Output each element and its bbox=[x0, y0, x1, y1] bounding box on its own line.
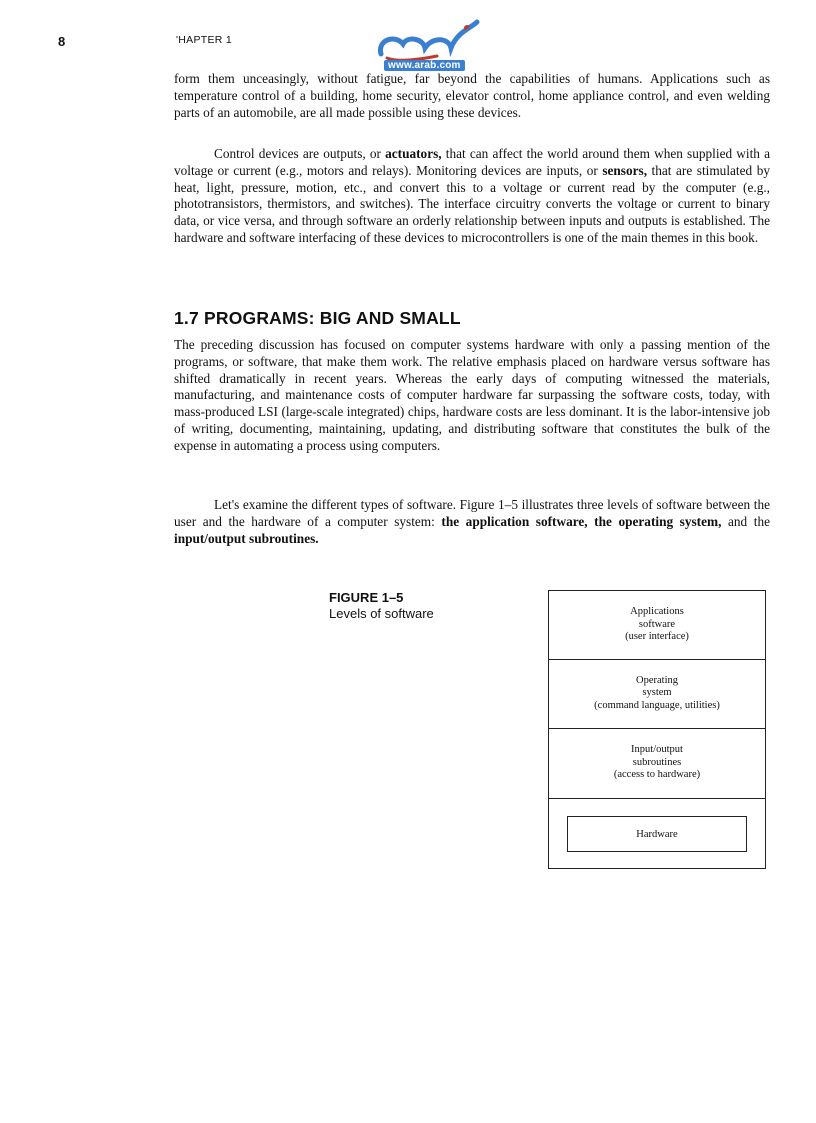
p2-text-c: that can affect the world around them when supplied with a voltage or current (e.g., motors and relays). Monitoring devices are inputs, or bbox=[174, 146, 770, 178]
layer-subtitle: software bbox=[638, 618, 676, 630]
layer-title: Applications bbox=[630, 606, 684, 618]
layer-io-subroutines bbox=[549, 728, 765, 799]
paragraph-1: form them unceasingly, without fatigue, far beyond the capabilities of humans. Applications such as temperature control of a building, home security, elevator control, home appliance control, and even welding parts of an automobile, are all made possible using these devices. bbox=[174, 71, 770, 120]
p4-text-a: Let's examine the different types of software. Figure 1–5 illustrates three levels of software between the user and the hardware of a computer system: bbox=[174, 497, 770, 529]
layer-title: Input/output bbox=[631, 744, 683, 756]
section-heading: 1.7 PROGRAMS: BIG AND SMALL bbox=[174, 308, 461, 328]
layer-note: (user interface) bbox=[625, 631, 689, 643]
term-io-subroutines: input/output subroutines. bbox=[174, 530, 319, 546]
p4-text-c: and the bbox=[721, 513, 770, 529]
figure-caption: Levels of software bbox=[329, 606, 434, 621]
layer-hardware bbox=[549, 798, 765, 868]
watermark-text: www.arab.com bbox=[384, 60, 465, 71]
paragraph-3: The preceding discussion has focused on computer systems hardware with only a passing mention of the programs, or software, that make them work. The relative emphasis placed on hardware versus software has shifted dramatically in recent years. Whereas the early days of computing witnessed the materials, manufacturing, and maintenance costs of computer hardware far surpassing the software costs, today, with mass-produced LSI (large-scale integrated) chips, hardware costs are less dominant. It is the labor-intensive job of writing, documenting, maintaining, updating, and distributing software that constitutes the bulk of the expense in automating a process using computers. bbox=[174, 337, 770, 453]
hardware-box: Hardware bbox=[567, 816, 747, 852]
running-head: 'HAPTER 1 bbox=[176, 34, 233, 46]
software-levels-diagram bbox=[548, 590, 766, 869]
layer-note: (command language, utilities) bbox=[594, 699, 720, 711]
layer-operating-system bbox=[549, 659, 765, 729]
p2-text-a: Control devices are outputs, or bbox=[214, 146, 386, 161]
paragraph-2 bbox=[174, 146, 770, 247]
paragraph-4 bbox=[174, 497, 770, 547]
figure-label bbox=[329, 590, 434, 621]
layer-title: Operating bbox=[636, 674, 678, 686]
term-actuators: actuators, bbox=[385, 146, 442, 161]
term-app-os: the application software, the operating system, bbox=[441, 513, 722, 529]
layer-applications bbox=[549, 591, 765, 660]
layer-subtitle: subroutines bbox=[632, 756, 682, 768]
page-number: 8 bbox=[58, 34, 66, 49]
layer-note: (access to hardware) bbox=[613, 769, 701, 781]
layer-subtitle: system bbox=[642, 687, 672, 699]
figure-number: FIGURE 1–5 bbox=[329, 590, 404, 605]
term-sensors: sensors, bbox=[602, 162, 648, 178]
p2-text-e: that are stimulated by heat, light, pressure, motion, etc., and convert this to a voltage or current read by the computer (e.g., phototransistors, thermistors, and switches). The interface circuitry converts the voltage or current to binary data, or vice versa, and through software an orderly relationship between inputs and outputs is established. The hardware and software interfacing of these devices to microcontrollers is one of the main themes in this book. bbox=[174, 162, 770, 245]
